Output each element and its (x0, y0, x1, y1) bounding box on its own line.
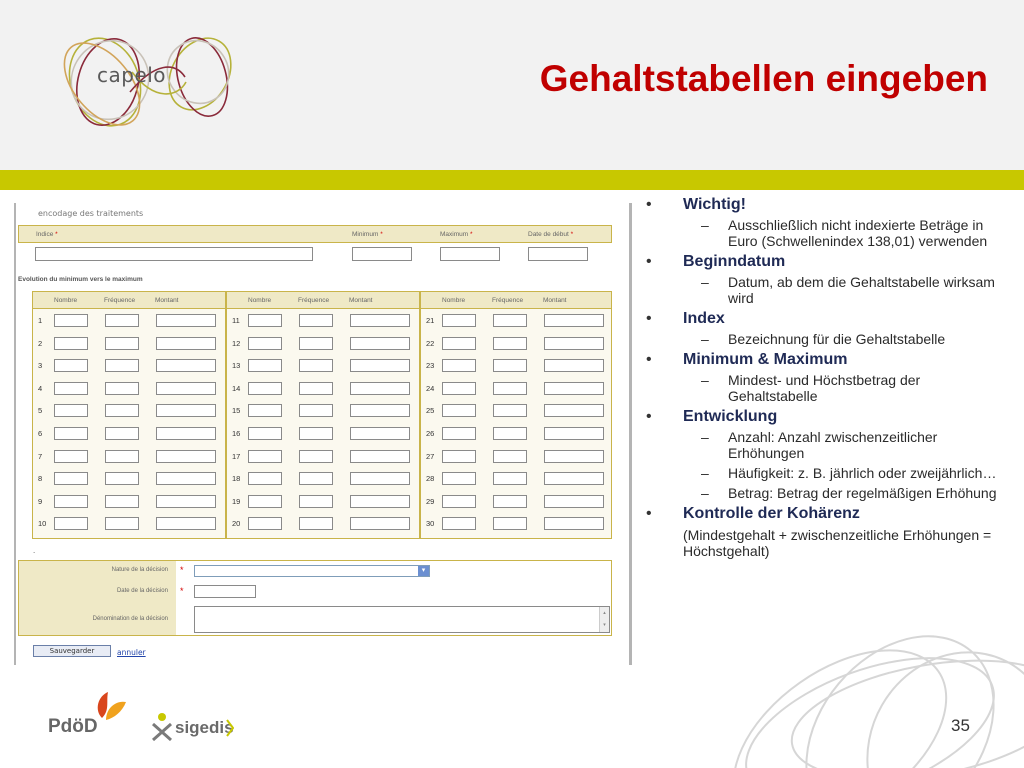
grid-row-number: 1 (38, 316, 43, 325)
bullet-item (646, 253, 1006, 271)
chevron-down-icon[interactable]: ▾ (418, 566, 429, 576)
required-mark: * (180, 565, 184, 575)
capelo-logo-text: capelo (97, 63, 167, 87)
dash-mark: – (701, 331, 709, 347)
bullet-title: Index (683, 310, 725, 327)
frequence-input[interactable] (493, 450, 527, 463)
montant-input[interactable] (544, 314, 604, 327)
grid-row-number: 30 (426, 519, 435, 529)
bullet-title: Entwicklung (683, 408, 778, 425)
montant-input[interactable] (544, 472, 604, 485)
grid-header-frequence: Fréquence (492, 297, 524, 304)
nature-decision-label: Nature de la décision (111, 567, 168, 573)
nombre-input[interactable] (442, 404, 476, 417)
frequence-input[interactable] (493, 382, 527, 395)
nombre-input[interactable] (248, 517, 282, 530)
frequence-input[interactable] (105, 495, 139, 508)
indice-input[interactable] (35, 247, 313, 261)
montant-input[interactable] (350, 337, 410, 350)
bullet-title: Wichtig! (683, 196, 746, 213)
montant-input[interactable] (544, 337, 604, 350)
sub-bullet-text: Datum, ab dem die Gehaltstabelle wirksam wird (728, 274, 995, 306)
date-decision-input[interactable] (194, 585, 256, 598)
pdod-logo-text: PdöD (48, 716, 98, 737)
grid-row-number: 3 (38, 361, 43, 371)
grid-row-number: 15 (232, 406, 241, 416)
frequence-input[interactable] (299, 314, 333, 327)
sub-bullet-item (646, 217, 1006, 249)
bullet-mark: • (646, 351, 652, 368)
nombre-input[interactable] (54, 337, 88, 350)
grid-row-number: 8 (38, 474, 43, 484)
frequence-input[interactable] (105, 450, 139, 463)
form-field-header-row (18, 225, 612, 243)
sigedis-logo-icon (150, 712, 176, 742)
bullet-mark: • (646, 505, 652, 522)
bullet-list (646, 196, 1006, 559)
textarea-scrollbar[interactable]: ▴ ▾ (599, 607, 609, 632)
grid-row-number: 19 (232, 496, 241, 506)
slide-title: Gehaltstabellen eingeben (539, 58, 988, 99)
montant-input[interactable] (156, 337, 216, 350)
montant-input[interactable] (156, 359, 216, 372)
grid-row-number: 16 (232, 429, 241, 438)
frequence-input[interactable] (105, 427, 139, 440)
montant-input[interactable] (350, 517, 410, 530)
grid-row-number: 9 (38, 496, 43, 506)
nombre-input[interactable] (442, 314, 476, 327)
frequence-input[interactable] (493, 314, 527, 327)
bullet-title: Beginndatum (683, 253, 786, 270)
minimum-input[interactable] (352, 247, 412, 261)
frequence-input[interactable] (299, 427, 333, 440)
dash-mark: – (701, 485, 709, 501)
montant-input[interactable] (544, 359, 604, 372)
montant-input[interactable] (544, 404, 604, 417)
frequence-input[interactable] (299, 450, 333, 463)
nombre-input[interactable] (248, 472, 282, 485)
grid-header-frequence: Fréquence (298, 297, 330, 304)
dash-mark: – (701, 274, 709, 290)
nombre-input[interactable] (248, 359, 282, 372)
cancel-link[interactable]: annuler (117, 648, 146, 657)
bullet-title: Kontrolle der Kohärenz (683, 505, 860, 522)
frequence-input[interactable] (105, 337, 139, 350)
grid-header-nombre: Nombre (248, 297, 272, 304)
grid-row-number: 24 (426, 383, 435, 393)
sub-bullet-item (646, 485, 1006, 501)
grid-row-number: 29 (426, 496, 435, 506)
page-number: 35 (951, 716, 970, 735)
montant-input[interactable] (156, 404, 216, 417)
bullet-item (646, 196, 1006, 214)
grid-header-nombre: Nombre (442, 297, 466, 304)
grid-row-number: 13 (232, 361, 241, 371)
sub-bullet-item (646, 429, 1006, 461)
dash-mark: – (701, 217, 709, 233)
nombre-input[interactable] (442, 427, 476, 440)
frequence-input[interactable] (493, 337, 527, 350)
frequence-input[interactable] (493, 472, 527, 485)
dash-mark: – (701, 372, 709, 388)
grid-row-number: 26 (426, 429, 435, 438)
required-mark: * (180, 586, 184, 596)
nombre-input[interactable] (54, 427, 88, 440)
grid-row-number: 12 (232, 338, 241, 348)
montant-input[interactable] (350, 495, 410, 508)
montant-input[interactable] (350, 427, 410, 440)
frequence-input[interactable] (493, 517, 527, 530)
sub-bullet-text: Mindest- und Höchstbetrag der Gehaltstabelle (728, 372, 921, 404)
montant-input[interactable] (156, 450, 216, 463)
nombre-input[interactable] (248, 314, 282, 327)
sub-bullet-item (646, 465, 1006, 481)
montant-input[interactable] (350, 404, 410, 417)
grid-row-number: 27 (426, 451, 435, 461)
nombre-input[interactable] (54, 404, 88, 417)
denomination-decision-textarea[interactable] (194, 606, 610, 633)
decorative-swoosh-icon (700, 560, 1024, 768)
frequence-input[interactable] (493, 404, 527, 417)
grid-row-number: 20 (232, 519, 241, 529)
nombre-input[interactable] (54, 495, 88, 508)
sub-bullet-text: Anzahl: Anzahl zwischenzeitlicher Erhöhungen (728, 429, 938, 461)
field-label-minimum: Minimum * (352, 231, 383, 238)
nature-decision-select[interactable] (194, 565, 430, 577)
frequence-input[interactable] (105, 472, 139, 485)
nombre-input[interactable] (248, 404, 282, 417)
frequence-input[interactable] (299, 517, 333, 530)
montant-input[interactable] (544, 382, 604, 395)
denomination-decision-label: Dénomination de la décision (92, 616, 168, 622)
grid-row-number: 11 (232, 316, 240, 325)
sigedis-logo-text: sigedis (175, 718, 234, 737)
grid-row-number: 2 (38, 338, 43, 348)
nombre-input[interactable] (442, 472, 476, 485)
chevron-right-icon (226, 718, 234, 738)
separator-dot: . (33, 546, 36, 555)
frequence-input[interactable] (105, 404, 139, 417)
frequence-input[interactable] (493, 359, 527, 372)
nombre-input[interactable] (54, 472, 88, 485)
grid-row-number: 4 (38, 383, 43, 393)
grid-header-montant: Montant (349, 297, 373, 304)
montant-input[interactable] (544, 427, 604, 440)
montant-input[interactable] (156, 472, 216, 485)
nombre-input[interactable] (248, 495, 282, 508)
frequence-input[interactable] (105, 517, 139, 530)
grid-row-number: 23 (426, 361, 435, 371)
montant-input[interactable] (350, 359, 410, 372)
grid-row-number: 7 (38, 451, 43, 461)
bullet-item (646, 351, 1006, 369)
sub-bullet-item (646, 331, 1006, 347)
field-label-indice: Indice * (36, 231, 58, 238)
sub-bullet-text: Ausschließlich nicht indexierte Beträge in Euro (Schwellenindex 138,01) verwenden (728, 217, 988, 249)
nombre-input[interactable] (442, 495, 476, 508)
montant-input[interactable] (156, 495, 216, 508)
field-label-maximum: Maximum * (440, 231, 473, 238)
nombre-input[interactable] (442, 337, 476, 350)
montant-input[interactable] (350, 314, 410, 327)
montant-input[interactable] (156, 517, 216, 530)
grid-header-montant: Montant (543, 297, 567, 304)
montant-input[interactable] (156, 382, 216, 395)
dash-mark: – (701, 465, 709, 481)
grid-row-number: 25 (426, 406, 435, 416)
evolution-title: Evolution du minimum vers le maximum (18, 276, 143, 283)
sub-bullet-text: Betrag: Betrag der regelmäßigen Erhöhung (728, 485, 997, 501)
frequence-input[interactable] (299, 472, 333, 485)
montant-input[interactable] (544, 495, 604, 508)
nombre-input[interactable] (54, 382, 88, 395)
grid-row-number: 5 (38, 406, 43, 416)
montant-input[interactable] (544, 517, 604, 530)
nombre-input[interactable] (54, 450, 88, 463)
grid-header-nombre: Nombre (54, 297, 78, 304)
dash-mark: – (701, 429, 709, 445)
nombre-input[interactable] (442, 517, 476, 530)
frequence-input[interactable] (299, 495, 333, 508)
form-section-title: encodage des traitements (38, 209, 144, 218)
bullet-mark: • (646, 408, 652, 425)
frequence-input[interactable] (493, 495, 527, 508)
grid-row-number: 14 (232, 383, 241, 393)
grid-header-montant: Montant (155, 297, 179, 304)
grid-row-number: 21 (426, 316, 435, 325)
grid-row-number: 28 (426, 474, 435, 484)
grid-row-number: 10 (38, 519, 47, 529)
montant-input[interactable] (156, 314, 216, 327)
bullet-item (646, 310, 1006, 328)
nombre-input[interactable] (442, 359, 476, 372)
nombre-input[interactable] (54, 517, 88, 530)
montant-input[interactable] (350, 472, 410, 485)
sub-bullet-item (646, 274, 1006, 306)
save-button[interactable]: Sauvegarder (33, 645, 111, 657)
frequence-input[interactable] (105, 359, 139, 372)
sub-bullet-text: Häufigkeit: z. B. jährlich oder zweijährlich… (728, 465, 997, 481)
nombre-input[interactable] (248, 382, 282, 395)
grid-header-frequence: Fréquence (104, 297, 136, 304)
montant-input[interactable] (156, 427, 216, 440)
nombre-input[interactable] (442, 382, 476, 395)
grid-row-number: 17 (232, 451, 241, 461)
nombre-input[interactable] (442, 450, 476, 463)
sub-bullet-text: Bezeichnung für die Gehaltstabelle (728, 331, 946, 347)
montant-input[interactable] (350, 382, 410, 395)
nombre-input[interactable] (248, 337, 282, 350)
date-decision-label: Date de la décision (116, 588, 168, 594)
maximum-input[interactable] (440, 247, 500, 261)
bullet-item (646, 505, 1006, 523)
bullet-item (646, 408, 1006, 426)
field-label-date-debut: Date de début * (528, 231, 574, 238)
bullet-title: Minimum & Maximum (683, 351, 848, 368)
nombre-input[interactable] (248, 450, 282, 463)
frequence-input[interactable] (105, 314, 139, 327)
grid-row-number: 22 (426, 338, 435, 348)
frequence-input[interactable] (493, 427, 527, 440)
date-debut-input[interactable] (528, 247, 588, 261)
montant-input[interactable] (350, 450, 410, 463)
bullet-mark: • (646, 253, 652, 270)
coherence-note: (Mindestgehalt + zwischenzeitliche Erhöhungen = Höchstgehalt) (683, 527, 992, 559)
bullet-mark: • (646, 310, 652, 327)
frequence-input[interactable] (299, 404, 333, 417)
accent-bar (0, 170, 1024, 190)
frequence-input[interactable] (299, 382, 333, 395)
bullet-mark: • (646, 196, 652, 213)
frequence-input[interactable] (105, 382, 139, 395)
grid-row-number: 6 (38, 429, 43, 438)
nombre-input[interactable] (54, 314, 88, 327)
nombre-input[interactable] (54, 359, 88, 372)
montant-input[interactable] (544, 450, 604, 463)
sub-bullet-item (646, 372, 1006, 404)
frequence-input[interactable] (299, 359, 333, 372)
frequence-input[interactable] (299, 337, 333, 350)
grid-row-number: 18 (232, 474, 241, 484)
nombre-input[interactable] (248, 427, 282, 440)
